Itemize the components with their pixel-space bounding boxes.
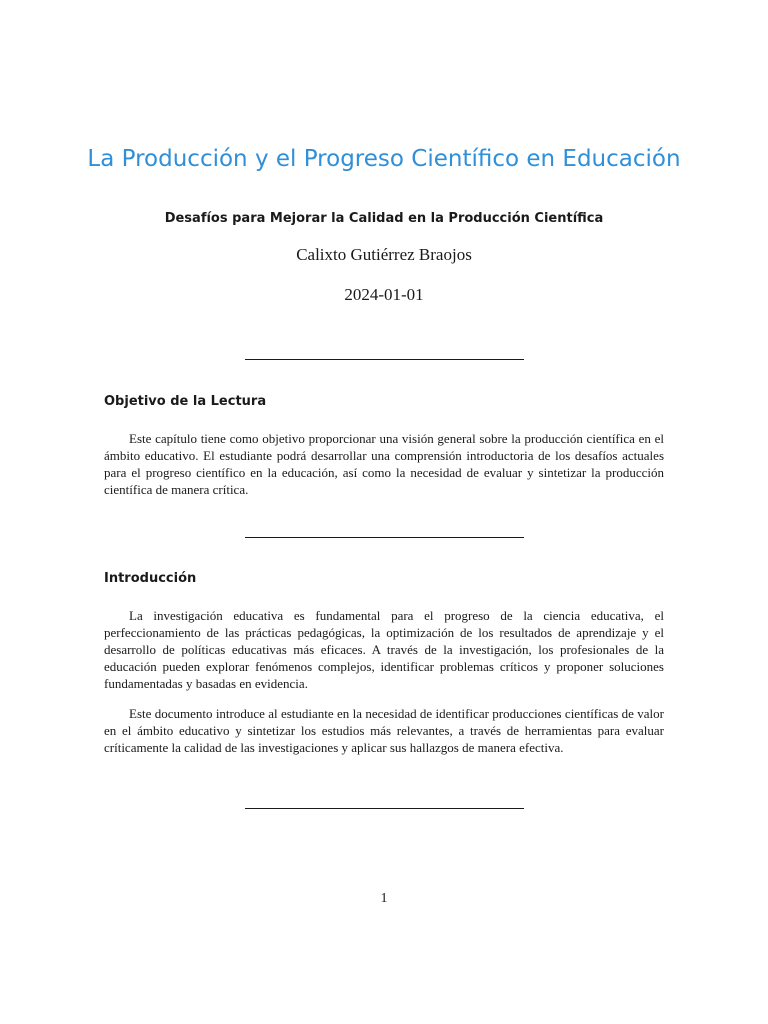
section-heading-introduccion: Introducción [104, 571, 197, 586]
paragraph-introduccion-2: Este documento introduce al estudiante en la necesidad de identificar producciones científicas de valor en el ámbito educativo y sintetizar los estudios más relevantes, a través de herramientas para evaluar críticamente la calidad de las investigaciones y aplicar sus hallazgos de manera efectiva. [104, 706, 664, 755]
document-title: La Producción y el Progreso Científico en Educación [87, 146, 681, 172]
document-subtitle: Desafíos para Mejorar la Calidad en la Producción Científica [164, 211, 604, 226]
section-divider [245, 359, 524, 360]
paragraph-introduccion-1: La investigación educativa es fundamental para el progreso de la ciencia educativa, el perfeccionamiento de las prácticas pedagógicas, la optimización de los resultados de aprendizaje y el desarrollo de políticas educativas más eficaces. A través de la investigación, los profesionales de la educación pueden explorar fenómenos complejos, identificar problemas críticos y proponer soluciones fundamentadas y basadas en evidencia. [104, 608, 664, 691]
section-divider [245, 537, 524, 538]
section-divider [245, 808, 524, 809]
section-heading-objetivo: Objetivo de la Lectura [104, 394, 267, 409]
paragraph-objetivo: Este capítulo tiene como objetivo proporcionar una visión general sobre la producción científica en el ámbito educativo. El estudiante podrá desarrollar una comprensión introductoria de los desafíos actuales para el progreso científico en la educación, así como la necesidad de evaluar y sintetizar la producción científica de manera crítica. [104, 431, 664, 497]
page-number: 1 [380, 891, 388, 906]
document-date: 2024-01-01 [344, 285, 424, 304]
document-author: Calixto Gutiérrez Braojos [296, 245, 472, 264]
